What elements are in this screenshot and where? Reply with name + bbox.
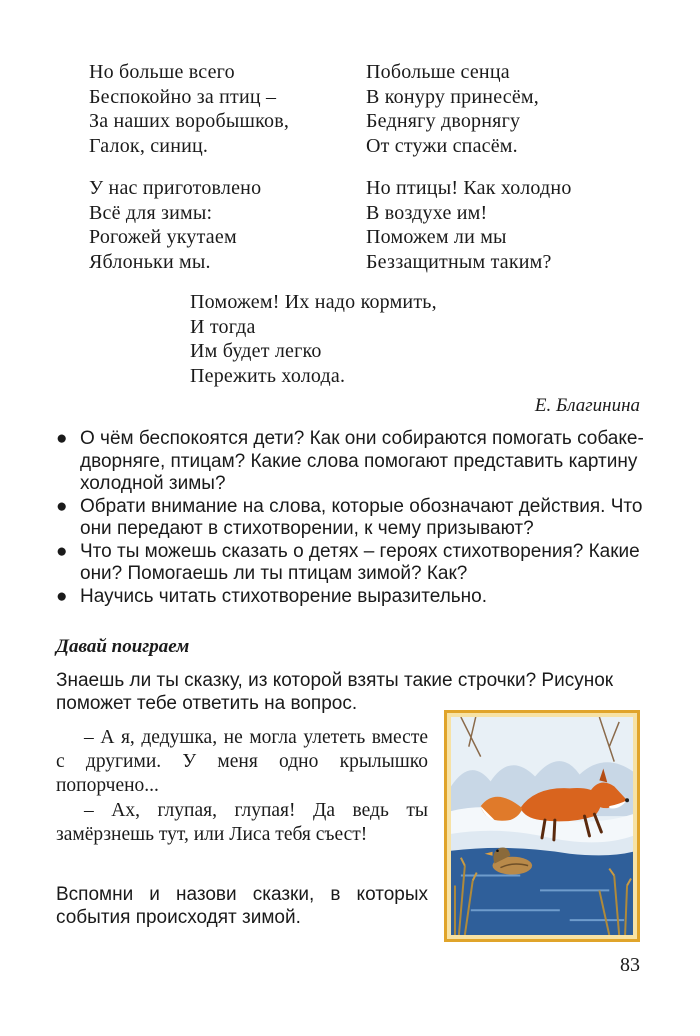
poem-line: В конуру принесём,	[366, 85, 539, 108]
poem-line: Яблоньки мы.	[89, 250, 211, 273]
question-item	[56, 428, 646, 496]
poem-line: В воздухе им!	[366, 201, 488, 224]
task-text: Вспомни и назови сказки, в которых события происходят зимой.	[56, 884, 428, 928]
bullet-icon: ●	[56, 428, 68, 449]
poem-line: И тогда	[190, 315, 256, 338]
question-item	[56, 541, 646, 586]
poem-line: Поможем ли мы	[366, 226, 507, 248]
page-number: 83	[620, 954, 640, 976]
question-text: Обрати внимание на слова, которые обозначают действия. Что они передают в стихотворении, к чему призывают?	[80, 495, 643, 539]
tale-excerpt	[56, 726, 428, 847]
section-heading: Давай поиграем	[56, 636, 190, 657]
poem-line: Беззащитным таким?	[366, 250, 552, 273]
poem-line: Поможем! Их надо кормить,	[190, 291, 437, 313]
poem-line: Рогожей укутаем	[89, 226, 237, 248]
dialogue-line: – Ах, глупая, глупая! Да ведь ты замёрзнешь тут, или Лиса тебя съест!	[56, 799, 428, 845]
fox-duck-illustration	[444, 710, 640, 942]
poem-line: Но птицы! Как холодно	[366, 177, 572, 199]
bullet-icon: ●	[56, 585, 68, 607]
poem-line: Беспокойно за птиц –	[89, 85, 277, 108]
question-item	[56, 586, 646, 609]
question-text: О чём беспокоятся дети? Как они собираются помогать собаке-дворняге, птицам? Какие слова помогают представить картину холодной зимы?	[80, 428, 644, 494]
poem-line: Пережить холода.	[190, 364, 346, 387]
poem-stanza	[89, 176, 261, 274]
poem-line: От стужи спасём.	[366, 134, 518, 157]
poem-line: Им будет легко	[190, 340, 322, 362]
poem-line: Побольше сенца	[366, 61, 510, 83]
poem-line: За наших воробышков,	[89, 110, 290, 132]
poem-stanza	[366, 60, 539, 158]
question-text: Научись читать стихотворение выразительно.	[80, 585, 488, 607]
illustration-picture	[451, 717, 633, 935]
poem-line: Беднягу дворнягу	[366, 110, 521, 132]
poem-author: Е. Благинина	[534, 395, 640, 416]
question-text: Что ты можешь сказать о детях – героях стихотворения? Какие они? Помогаешь ли ты птицам зимой? Как?	[80, 540, 640, 584]
poem-line: Но больше всего	[89, 61, 235, 83]
poem-line: У нас приготовлено	[89, 177, 262, 199]
dialogue-line: – А я, дедушка, не могла улететь вместе с другими. У меня одно крылышко попорчено...	[56, 727, 428, 797]
poem-line: Галок, синиц.	[89, 134, 209, 157]
poem-line: Всё для зимы:	[89, 201, 213, 224]
bullet-icon: ●	[56, 495, 68, 517]
bullet-icon: ●	[56, 540, 68, 562]
riddle-intro: Знаешь ли ты сказку, из которой взяты такие строчки? Рисунок поможет тебе ответить на вопрос.	[56, 670, 614, 714]
question-list	[56, 428, 646, 608]
question-item	[56, 496, 646, 541]
poem-stanza	[89, 60, 289, 158]
poem-stanza	[190, 290, 437, 388]
poem-stanza	[366, 176, 572, 274]
